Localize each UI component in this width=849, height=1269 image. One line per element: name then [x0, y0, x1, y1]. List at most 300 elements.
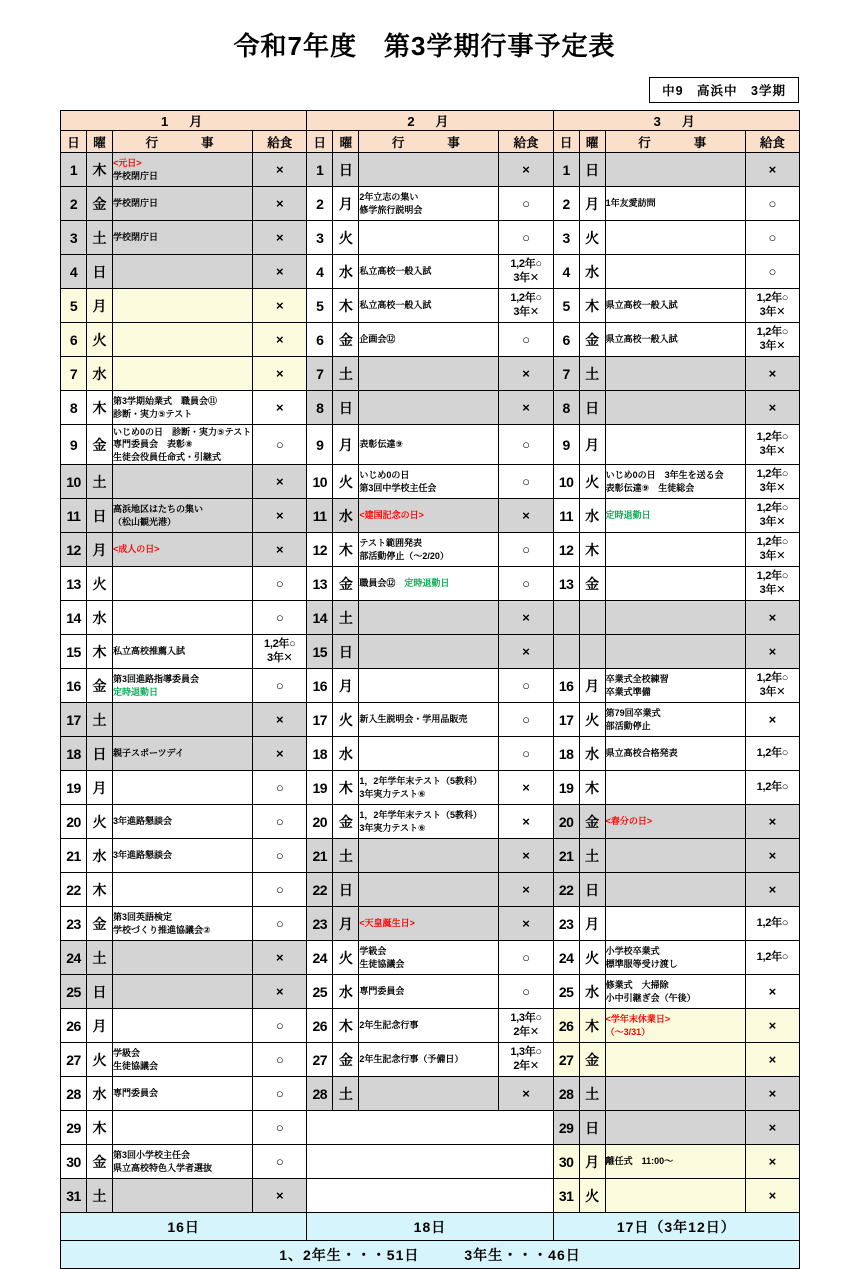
table-row: [61, 873, 800, 907]
month-header-row: [61, 111, 800, 131]
lunch-status: [499, 255, 553, 289]
event-cell: [359, 771, 499, 805]
event-text: <天皇誕生日>: [359, 918, 415, 929]
weekday-label: 水: [579, 975, 605, 1009]
event-text: 定時退勤日: [605, 510, 651, 521]
day-number: 16: [61, 669, 87, 703]
weekday-label: 日: [579, 1111, 605, 1145]
table-row: [61, 499, 800, 533]
event-text: （～3/31）: [605, 1026, 651, 1037]
event-line: [359, 482, 498, 494]
total-summary-row: [61, 1241, 800, 1269]
day-number: 21: [307, 839, 333, 873]
event-cell: [113, 1009, 253, 1043]
weekday-label: 水: [333, 255, 359, 289]
event-line: [359, 917, 498, 929]
event-text: 第3学期始業式 職員会⑪: [113, 396, 218, 407]
event-cell: [359, 323, 499, 357]
day-number: 26: [553, 1009, 579, 1043]
table-row: [61, 1009, 800, 1043]
event-cell: [605, 703, 745, 737]
day-number: [553, 635, 579, 669]
event-cell: [113, 1077, 253, 1111]
lunch-status-line: 3年✕: [759, 444, 786, 457]
event-text: 私立高校一般入試: [359, 300, 432, 311]
weekday-label: 火: [579, 221, 605, 255]
weekday-label: 火: [333, 465, 359, 499]
event-cell: [605, 669, 745, 703]
day-number: 23: [307, 907, 333, 941]
event-line: [113, 1149, 252, 1161]
day-number: 25: [307, 975, 333, 1009]
lunch-status: ×: [745, 635, 799, 669]
day-number: 19: [307, 771, 333, 805]
lunch-status-line: 1,2年○: [756, 536, 789, 549]
event-line: [606, 747, 745, 759]
weekday-label: 火: [333, 221, 359, 255]
event-cell: [359, 1077, 499, 1111]
event-cell: [359, 907, 499, 941]
table-row: [61, 635, 800, 669]
event-cell: [605, 255, 745, 289]
table-row: [61, 391, 800, 425]
table-row: [61, 425, 800, 465]
event-line: [113, 1047, 252, 1059]
day-number: 31: [61, 1179, 87, 1213]
weekday-label: [579, 601, 605, 635]
table-row: [61, 1111, 800, 1145]
weekday-label: 火: [87, 567, 113, 601]
event-cell: [113, 357, 253, 391]
lunch-status: ×: [745, 391, 799, 425]
event-line: [359, 191, 498, 203]
day-number: 22: [61, 873, 87, 907]
lunch-status: ×: [745, 1077, 799, 1111]
lunch-status: ×: [499, 771, 553, 805]
day-number: 19: [553, 771, 579, 805]
lunch-status: ○: [499, 567, 553, 601]
event-text: 親子スポーツデイ: [113, 748, 185, 759]
lunch-status: ×: [745, 1009, 799, 1043]
event-line: [113, 516, 252, 528]
event-cell: [359, 601, 499, 635]
table-row: [61, 289, 800, 323]
event-line: [606, 992, 745, 1004]
event-cell: [113, 533, 253, 567]
event-line: [113, 673, 252, 685]
event-text: 卒業式全校練習: [605, 674, 669, 685]
event-line: [113, 1060, 252, 1072]
day-number: 13: [61, 567, 87, 601]
event-cell: [113, 153, 253, 187]
event-text: いじめ0の日 診断・実力⑤テスト: [113, 427, 252, 438]
weekday-label: 木: [579, 533, 605, 567]
event-cell: [605, 499, 745, 533]
event-text: 県立高校特色入学者選抜: [113, 1162, 213, 1173]
day-number: 28: [553, 1077, 579, 1111]
school-term-badge: 中9 高浜中 3学期: [649, 77, 799, 103]
column-header-row: [61, 131, 800, 153]
event-cell: [359, 941, 499, 975]
day-number: 4: [61, 255, 87, 289]
badge-row: [0, 77, 849, 103]
event-cell: [359, 289, 499, 323]
col-day-mar: 日: [553, 131, 579, 153]
weekday-label: 土: [87, 465, 113, 499]
event-line: [359, 509, 498, 521]
weekday-label: 木: [333, 533, 359, 567]
event-text: 部活動停止: [605, 720, 651, 731]
event-cell: [605, 187, 745, 221]
table-row: [61, 567, 800, 601]
event-text: 専門委員会: [359, 986, 405, 997]
calendar-table-wrap: [0, 103, 849, 1269]
col-event-jan: 行 事: [113, 131, 253, 153]
lunch-status-line: 1,2年○: [756, 431, 789, 444]
lunch-status: ○: [253, 771, 307, 805]
event-cell: [113, 323, 253, 357]
event-cell: [113, 499, 253, 533]
event-line: [606, 333, 745, 345]
event-text: 1，2年学年末テスト（5教科）: [359, 776, 482, 787]
lunch-status: [499, 1009, 553, 1043]
weekday-label: 月: [333, 425, 359, 465]
day-number: 9: [307, 425, 333, 465]
event-text: 学校閉庁日: [113, 170, 159, 181]
event-cell: [359, 805, 499, 839]
lunch-status: ×: [253, 187, 307, 221]
event-cell: [113, 187, 253, 221]
weekday-label: 火: [87, 323, 113, 357]
lunch-status-line: 3年✕: [759, 339, 786, 352]
lunch-status: ○: [745, 221, 799, 255]
weekday-label: 土: [333, 357, 359, 391]
event-cell: [359, 703, 499, 737]
event-cell: [359, 1043, 499, 1077]
event-cell: [605, 289, 745, 323]
weekday-label: 水: [579, 737, 605, 771]
day-number: 10: [553, 465, 579, 499]
lunch-status: ○: [499, 187, 553, 221]
weekday-label: 日: [333, 635, 359, 669]
lunch-status: ×: [499, 635, 553, 669]
lunch-status: [745, 533, 799, 567]
event-text: 3年進路懇談会: [113, 850, 173, 861]
event-cell: [113, 465, 253, 499]
event-text: 学校閉庁日: [113, 198, 159, 209]
lunch-status-line: 1,2年○: [756, 746, 789, 759]
lunch-status-line: 1,2年○: [756, 570, 789, 583]
event-line: [359, 822, 498, 834]
lunch-status: ×: [253, 703, 307, 737]
event-cell: [605, 975, 745, 1009]
lunch-status: [745, 323, 799, 357]
event-cell: [605, 567, 745, 601]
table-row: [61, 941, 800, 975]
day-number: 16: [307, 669, 333, 703]
lunch-status: ○: [499, 703, 553, 737]
day-number: 30: [553, 1145, 579, 1179]
event-text: 修業式 大掃除: [605, 980, 669, 991]
event-cell: [113, 703, 253, 737]
event-cell: [605, 1043, 745, 1077]
event-text: 専門委員会: [113, 1088, 159, 1099]
weekday-label: 火: [87, 1043, 113, 1077]
event-cell: [605, 153, 745, 187]
event-line: [359, 550, 498, 562]
day-number: 28: [61, 1077, 87, 1111]
day-number: 23: [553, 907, 579, 941]
event-cell: [605, 737, 745, 771]
weekday-label: 月: [333, 187, 359, 221]
lunch-status: ○: [253, 1077, 307, 1111]
lunch-status: ○: [253, 1111, 307, 1145]
lunch-status: ×: [499, 499, 553, 533]
event-text: いじめ0の日: [359, 470, 410, 481]
weekday-label: 土: [333, 601, 359, 635]
col-lunch-mar: 給食: [745, 131, 799, 153]
event-text: 3年実力テスト⑥: [359, 822, 426, 833]
event-cell: [359, 669, 499, 703]
lunch-status: ×: [745, 1111, 799, 1145]
day-number: 10: [61, 465, 87, 499]
event-line: [113, 747, 252, 759]
event-text: 1，2年学年末テスト（5教科）: [359, 810, 482, 821]
lunch-status-line: 3年✕: [759, 305, 786, 318]
weekday-label: 木: [333, 289, 359, 323]
weekday-label: 金: [579, 323, 605, 357]
event-line: [606, 1155, 745, 1167]
lunch-status-line: 3年✕: [513, 305, 539, 318]
table-row: [61, 1179, 800, 1213]
day-number: 31: [553, 1179, 579, 1213]
day-number: 6: [553, 323, 579, 357]
event-line: [606, 673, 745, 685]
event-text: 2年生記念行事（予備日）: [359, 1054, 464, 1065]
event-text: 小学校卒業式: [605, 946, 660, 957]
event-line: [113, 849, 252, 861]
event-cell: [605, 1179, 745, 1213]
event-cell: [605, 601, 745, 635]
lunch-status: ×: [253, 323, 307, 357]
event-text: 新入生説明会・学用品販売: [359, 714, 468, 725]
event-cell: [113, 221, 253, 255]
lunch-status: ○: [499, 941, 553, 975]
table-row: [61, 669, 800, 703]
summary-total: 1、2年生・・・51日 3年生・・・46日: [61, 1241, 800, 1269]
table-row: [61, 153, 800, 187]
event-line: [606, 482, 745, 494]
table-row: [61, 465, 800, 499]
table-footer: [61, 1213, 800, 1269]
weekday-label: 土: [333, 1077, 359, 1111]
table-row: [61, 839, 800, 873]
lunch-status-line: 3年✕: [759, 583, 786, 596]
weekday-label: 金: [87, 187, 113, 221]
day-number: 16: [553, 669, 579, 703]
day-number: 26: [61, 1009, 87, 1043]
event-cell: [605, 1009, 745, 1043]
event-line: [113, 924, 252, 936]
event-text: 職員会⑫: [359, 578, 405, 589]
summary-feb: 18日: [307, 1213, 553, 1241]
event-line: [113, 815, 252, 827]
event-cell: [113, 941, 253, 975]
event-cell: [605, 1111, 745, 1145]
event-text: 第3回中学校主任会: [359, 482, 437, 493]
lunch-status: [745, 941, 799, 975]
day-number: 13: [553, 567, 579, 601]
lunch-status: ×: [253, 153, 307, 187]
event-line: [113, 543, 252, 555]
weekday-label: 金: [87, 1145, 113, 1179]
lunch-status: [745, 669, 799, 703]
event-cell: [359, 357, 499, 391]
weekday-label: 土: [87, 221, 113, 255]
event-line: [359, 1019, 498, 1031]
lunch-status: ×: [253, 737, 307, 771]
lunch-status: ×: [745, 1145, 799, 1179]
table-body: [61, 153, 800, 1213]
day-number: 4: [307, 255, 333, 289]
day-number: [553, 601, 579, 635]
lunch-status-line: 3年✕: [267, 651, 293, 664]
month-header-mar: 3 月: [553, 111, 799, 131]
lunch-status: ○: [499, 975, 553, 1009]
weekday-label: 月: [87, 771, 113, 805]
empty-cell: [307, 1145, 553, 1179]
day-number: 17: [553, 703, 579, 737]
lunch-status-line: 1,2年○: [756, 950, 789, 963]
event-text: 学級会: [113, 1048, 141, 1059]
event-text: 生徒協議会: [359, 958, 405, 969]
event-line: [113, 1087, 252, 1099]
day-number: 25: [553, 975, 579, 1009]
event-line: [606, 1026, 745, 1038]
lunch-status: ○: [499, 533, 553, 567]
weekday-label: 日: [87, 499, 113, 533]
lunch-status: ○: [253, 1145, 307, 1179]
lunch-status: ○: [253, 601, 307, 635]
event-line: [606, 958, 745, 970]
weekday-label: 土: [87, 1179, 113, 1213]
day-number: 21: [553, 839, 579, 873]
weekday-label: 日: [333, 153, 359, 187]
event-line: [359, 713, 498, 725]
lunch-status: ×: [253, 391, 307, 425]
lunch-status: ×: [745, 839, 799, 873]
day-number: 8: [307, 391, 333, 425]
event-line: [606, 686, 745, 698]
day-number: 4: [553, 255, 579, 289]
weekday-label: 火: [333, 703, 359, 737]
day-number: 17: [61, 703, 87, 737]
day-number: 3: [61, 221, 87, 255]
weekday-label: 月: [579, 1145, 605, 1179]
day-number: 3: [553, 221, 579, 255]
table-row: [61, 1077, 800, 1111]
event-cell: [605, 941, 745, 975]
event-text: 離任式 11:00～: [605, 1156, 674, 1167]
event-line: [359, 809, 498, 821]
event-text: 第79回卒業式: [605, 708, 661, 719]
day-number: 20: [553, 805, 579, 839]
day-number: 18: [553, 737, 579, 771]
day-number: 24: [307, 941, 333, 975]
weekday-label: 土: [579, 839, 605, 873]
weekday-label: 金: [579, 567, 605, 601]
event-text: 高浜地区はたちの集い: [113, 504, 204, 515]
event-cell: [359, 465, 499, 499]
weekday-label: 日: [333, 391, 359, 425]
day-number: 26: [307, 1009, 333, 1043]
lunch-status: ×: [253, 221, 307, 255]
event-text: 県立高校一般入試: [605, 334, 678, 345]
event-line: [359, 204, 498, 216]
event-cell: [113, 907, 253, 941]
weekday-label: [579, 635, 605, 669]
event-text: <建国記念の日>: [359, 510, 424, 521]
day-number: 5: [553, 289, 579, 323]
lunch-status: ○: [745, 187, 799, 221]
event-cell: [359, 153, 499, 187]
day-number: 18: [307, 737, 333, 771]
summary-jan: 16日: [61, 1213, 307, 1241]
day-number: 27: [553, 1043, 579, 1077]
lunch-status-line: 1,2年○: [756, 326, 789, 339]
day-number: 15: [307, 635, 333, 669]
event-cell: [359, 873, 499, 907]
col-event-mar: 行 事: [605, 131, 745, 153]
event-text: 診断・実力⑤テスト: [113, 408, 193, 419]
event-text: 1年友愛訪問: [605, 198, 656, 209]
event-line: [113, 1162, 252, 1174]
weekday-label: 火: [579, 941, 605, 975]
col-lunch-jan: 給食: [253, 131, 307, 153]
weekday-label: 水: [579, 255, 605, 289]
lunch-status: ×: [745, 873, 799, 907]
day-number: 22: [307, 873, 333, 907]
event-cell: [605, 839, 745, 873]
event-cell: [605, 771, 745, 805]
event-line: [359, 775, 498, 787]
lunch-status: ○: [745, 255, 799, 289]
table-row: [61, 357, 800, 391]
event-text: 卒業式準備: [605, 686, 651, 697]
weekday-label: 土: [87, 941, 113, 975]
day-number: 18: [61, 737, 87, 771]
day-number: 21: [61, 839, 87, 873]
day-number: 9: [61, 425, 87, 465]
table-row: [61, 737, 800, 771]
event-cell: [359, 567, 499, 601]
weekday-label: 月: [579, 425, 605, 465]
lunch-status: ○: [499, 221, 553, 255]
weekday-label: 金: [333, 1043, 359, 1077]
lunch-status: ×: [253, 255, 307, 289]
event-line: [606, 1013, 745, 1025]
event-text: 2年生記念行事: [359, 1020, 419, 1031]
event-text: 3年実力テスト⑥: [359, 788, 426, 799]
day-number: 15: [61, 635, 87, 669]
day-number: 2: [553, 187, 579, 221]
event-cell: [113, 839, 253, 873]
event-text: 県立高校一般入試: [605, 300, 678, 311]
lunch-status: ×: [499, 357, 553, 391]
day-number: 1: [61, 153, 87, 187]
lunch-status: ○: [253, 907, 307, 941]
table-row: [61, 533, 800, 567]
